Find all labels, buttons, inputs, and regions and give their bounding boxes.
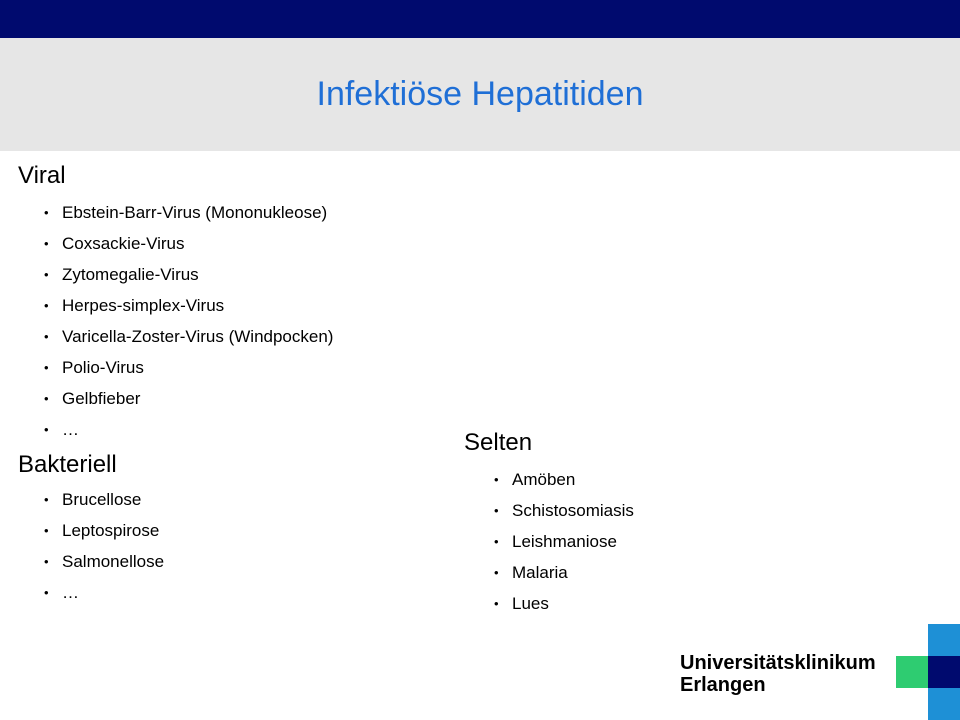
list-item: • Brucellose [44, 484, 164, 515]
list-item: • Polio-Virus [44, 352, 333, 383]
list-item: • Leishmaniose [494, 526, 634, 557]
section-heading-bakteriell: Bakteriell [18, 451, 117, 478]
list-item: • Gelbfieber [44, 383, 333, 414]
top-bar [0, 0, 960, 38]
logo-line-2: Erlangen [680, 674, 766, 696]
list-item: • … [44, 414, 333, 445]
list-item: • Schistosomiasis [494, 495, 634, 526]
list-item: • Leptospirose [44, 515, 164, 546]
list-item: • Coxsackie-Virus [44, 228, 333, 259]
list-item: • Lues [494, 588, 634, 619]
university-logo-text [680, 652, 876, 696]
list-item: • Zytomegalie-Virus [44, 259, 333, 290]
section-heading-selten: Selten [464, 429, 533, 456]
section-heading-viral: Viral [18, 162, 66, 189]
list-item: • Amöben [494, 464, 634, 495]
list-item: • … [44, 577, 164, 608]
list-item: • Herpes-simplex-Virus [44, 290, 333, 321]
list-item: • Salmonellose [44, 546, 164, 577]
viral-list [44, 197, 333, 445]
logo-line-1: Universitätsklinikum [680, 652, 876, 674]
selten-list [494, 464, 634, 619]
list-item: • Malaria [494, 557, 634, 588]
list-item: • Ebstein-Barr-Virus (Mononukleose) [44, 197, 333, 228]
slide-title: Infektiöse Hepatitiden [316, 75, 644, 113]
bakteriell-list [44, 484, 164, 608]
list-item: • Varicella-Zoster-Virus (Windpocken) [44, 321, 333, 352]
